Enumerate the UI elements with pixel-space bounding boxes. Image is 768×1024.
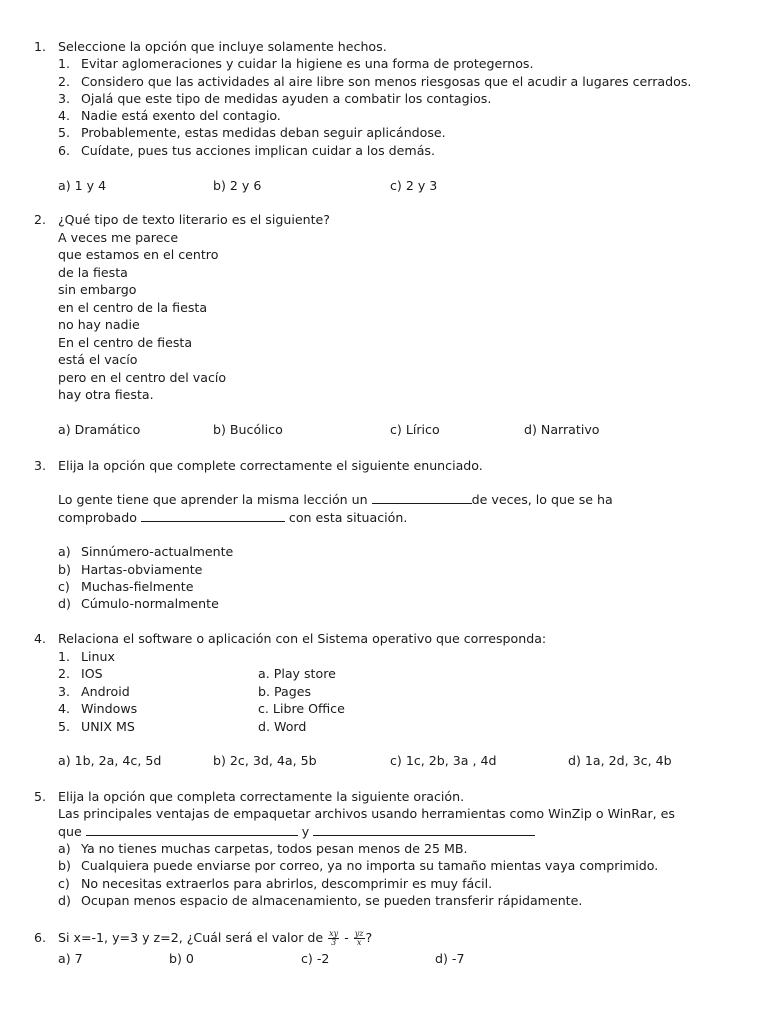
question-number: 1. — [34, 39, 47, 54]
answer-option-c[interactable]: c) Lírico — [390, 422, 440, 437]
poem-line: de la fiesta — [58, 265, 128, 280]
question-number: 3. — [34, 458, 47, 473]
poem-line: que estamos en el centro — [58, 247, 219, 262]
statement-item: Considero que las actividades al aire libre son menos riesgosas que el acudir a lugares cerrados. — [81, 74, 692, 89]
item-number: 3. — [58, 91, 71, 106]
item-number: 5. — [58, 125, 71, 140]
answer-option-d[interactable]: Ocupan menos espacio de almacenamiento, se pueden transferir rápidamente. — [81, 893, 583, 908]
option-letter: b) — [58, 562, 71, 577]
app-item: c. Libre Office — [258, 701, 345, 716]
item-number: 5. — [58, 719, 71, 734]
statement-item: Probablemente, estas medidas deban seguir aplicándose. — [81, 125, 446, 140]
poem-line: A veces me parece — [58, 230, 179, 245]
option-letter: d) — [58, 596, 71, 611]
fill-in-sentence: que y — [58, 823, 535, 840]
answer-option-a[interactable]: Ya no tienes muchas carpetas, todos pesan menos de 25 MB. — [81, 841, 468, 856]
answer-option-b[interactable]: b) 2c, 3d, 4a, 5b — [213, 753, 317, 768]
statement-item: Evitar aglomeraciones y cuidar la higiene es una forma de protegernos. — [81, 56, 534, 71]
system-item: Linux — [81, 649, 115, 664]
poem-line: En el centro de fiesta — [58, 335, 193, 350]
answer-option-d[interactable]: d) 1a, 2d, 3c, 4b — [568, 753, 672, 768]
answer-option-b[interactable]: b) 2 y 6 — [213, 178, 262, 193]
answer-option-b[interactable]: b) Bucólico — [213, 422, 283, 437]
question-number: 6. — [34, 930, 47, 945]
poem-line: no hay nadie — [58, 317, 140, 332]
statement-item: Cuídate, pues tus acciones implican cuidar a los demás. — [81, 143, 435, 158]
question-prompt: Elija la opción que complete correctamente el siguiente enunciado. — [58, 458, 483, 473]
poem-line: está el vacío — [58, 352, 138, 367]
question-prompt: Si x=-1, y=3 y z=2, ¿Cuál será el valor de $\frac{xy}{3}$ - $\frac{yz}{x}$ ? — [58, 929, 373, 947]
answer-option-b[interactable]: Cualquiera puede enviarse por correo, ya no importa su tamaño mientas vaya comprimido. — [81, 858, 659, 873]
item-number: 2. — [58, 666, 71, 681]
option-letter: a) — [58, 544, 71, 559]
option-letter: c) — [58, 876, 70, 891]
item-number: 1. — [58, 649, 71, 664]
question-number: 5. — [34, 789, 47, 804]
system-item: IOS — [81, 666, 103, 681]
answer-option-d[interactable]: d) -7 — [435, 951, 465, 966]
fraction-yz-over-x: $\frac{yz}{x}$ — [354, 929, 364, 947]
answer-blank[interactable] — [86, 823, 298, 836]
app-item: b. Pages — [258, 684, 312, 699]
poem-line: pero en el centro del vacío — [58, 370, 227, 385]
answer-option-a[interactable]: a) 1b, 2a, 4c, 5d — [58, 753, 162, 768]
item-number: 2. — [58, 74, 71, 89]
answer-blank[interactable] — [141, 509, 285, 522]
app-item: d. Word — [258, 719, 307, 734]
poem-line: hay otra fiesta. — [58, 387, 154, 402]
question-prompt: ¿Qué tipo de texto literario es el siguiente? — [58, 212, 330, 227]
answer-option-c[interactable]: No necesitas extraerlos para abrirlos, descomprimir es muy fácil. — [81, 876, 493, 891]
fill-in-sentence: Lo gente tiene que aprender la misma lección un de veces, lo que se ha — [58, 492, 613, 507]
statement-item: Nadie está exento del contagio. — [81, 108, 281, 123]
answer-option-c[interactable]: c) 1c, 2b, 3a , 4d — [390, 753, 497, 768]
fill-in-sentence: comprobado con esta situación. — [58, 510, 408, 525]
question-number: 2. — [34, 212, 47, 227]
question-number: 4. — [34, 631, 47, 646]
answer-option-a[interactable]: a) 1 y 4 — [58, 178, 107, 193]
answer-option-b[interactable]: b) 0 — [169, 951, 194, 966]
answer-option-c[interactable]: Muchas-fielmente — [81, 579, 194, 594]
option-letter: d) — [58, 893, 71, 908]
statement-item: Ojalá que este tipo de medidas ayuden a combatir los contagios. — [81, 91, 492, 106]
system-item: Windows — [81, 701, 138, 716]
item-number: 1. — [58, 56, 71, 71]
question-prompt: Elija la opción que completa correctamente la siguiente oración. — [58, 789, 465, 804]
answer-option-a[interactable]: a) 7 — [58, 951, 83, 966]
option-letter: a) — [58, 841, 71, 856]
option-letter: c) — [58, 579, 70, 594]
item-number: 4. — [58, 108, 71, 123]
answer-option-d[interactable]: Cúmulo-normalmente — [81, 596, 219, 611]
poem-line: en el centro de la fiesta — [58, 300, 208, 315]
answer-option-d[interactable]: d) Narrativo — [524, 422, 600, 437]
answer-option-c[interactable]: c) 2 y 3 — [390, 178, 438, 193]
system-item: UNIX MS — [81, 719, 135, 734]
question-text: Las principales ventajas de empaquetar archivos usando herramientas como WinZip o WinRar, es — [58, 806, 675, 821]
item-number: 3. — [58, 684, 71, 699]
answer-blank[interactable] — [372, 491, 472, 504]
answer-option-b[interactable]: Hartas-obviamente — [81, 562, 203, 577]
answer-option-a[interactable]: a) Dramático — [58, 422, 141, 437]
option-letter: b) — [58, 858, 71, 873]
fraction-xy-over-3: $\frac{xy}{3}$ — [329, 929, 339, 947]
answer-option-a[interactable]: Sinnúmero-actualmente — [81, 544, 234, 559]
poem-line: sin embargo — [58, 282, 137, 297]
question-prompt: Relaciona el software o aplicación con el Sistema operativo que corresponda: — [58, 631, 547, 646]
question-prompt: Seleccione la opción que incluye solamente hechos. — [58, 39, 387, 54]
system-item: Android — [81, 684, 130, 699]
answer-blank[interactable] — [313, 823, 535, 836]
answer-option-c[interactable]: c) -2 — [301, 951, 330, 966]
app-item: a. Play store — [258, 666, 336, 681]
item-number: 6. — [58, 143, 71, 158]
item-number: 4. — [58, 701, 71, 716]
